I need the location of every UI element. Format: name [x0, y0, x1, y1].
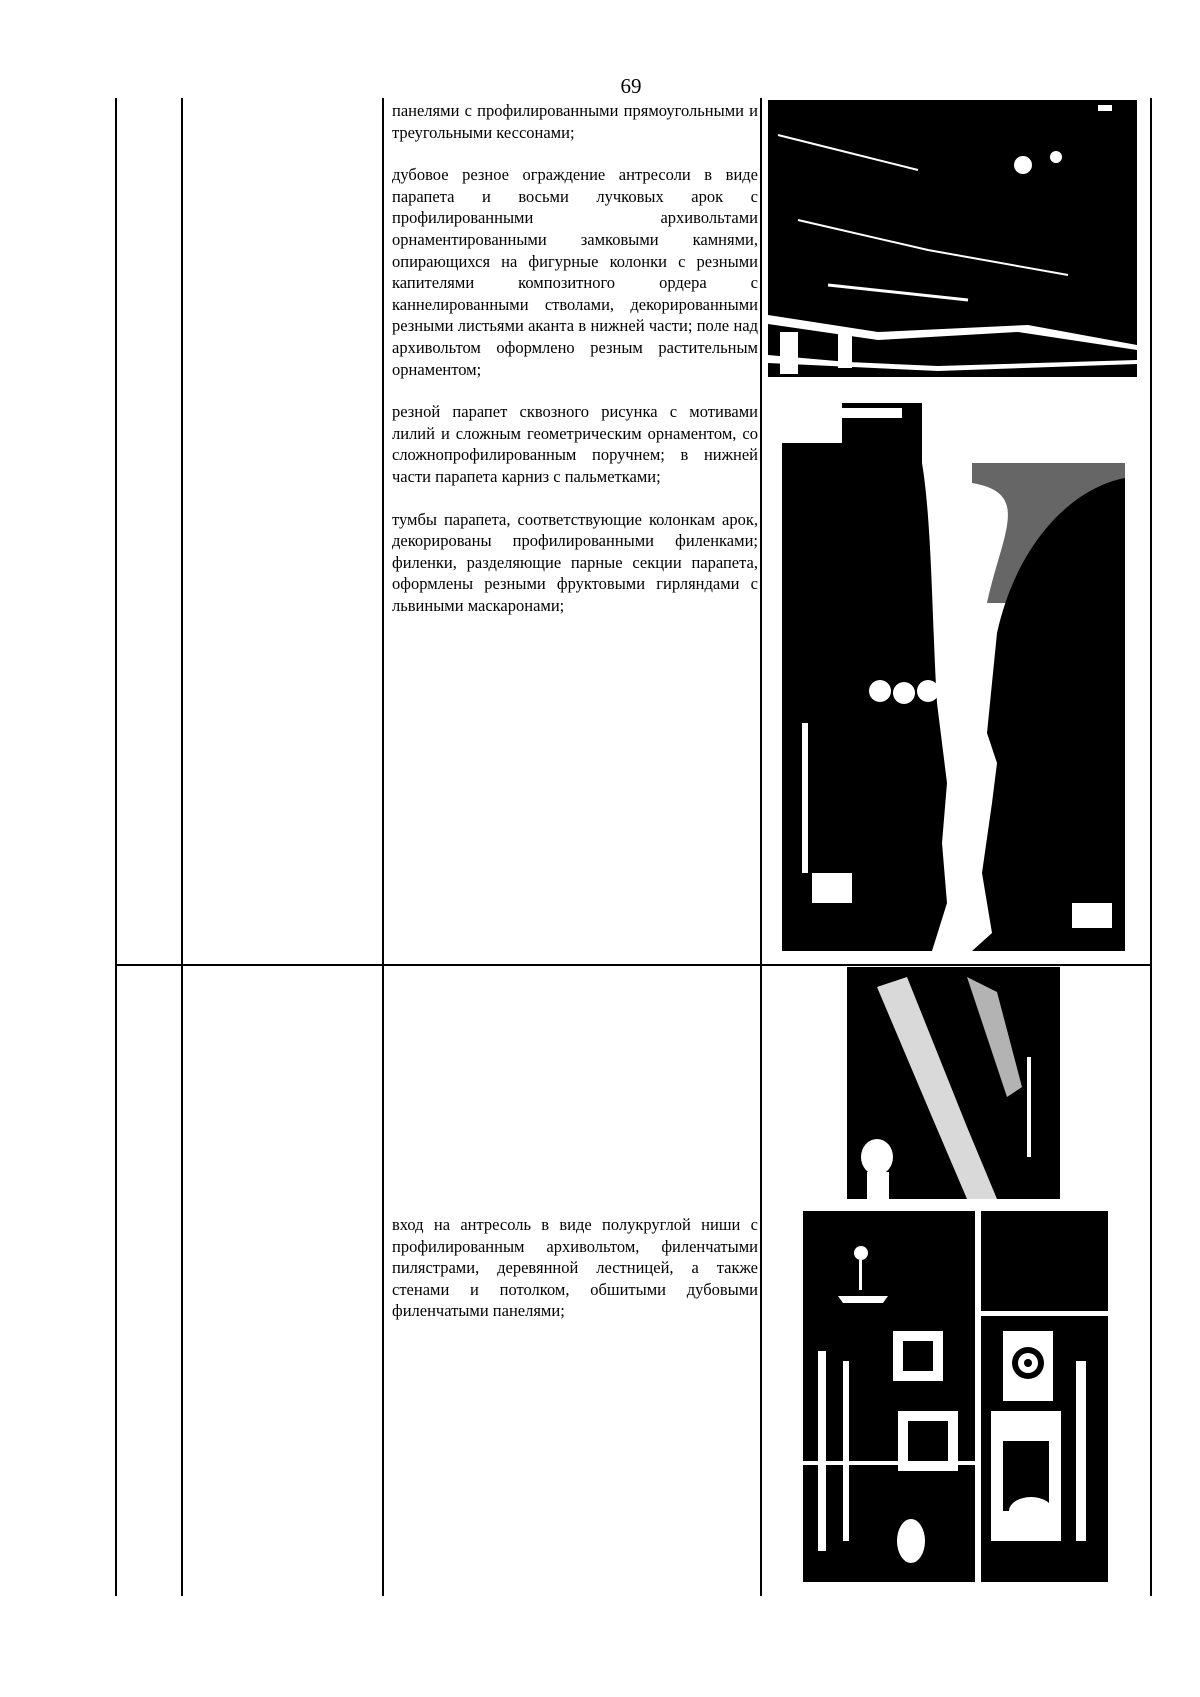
description-paragraph: панелями с профилированными прямоугольными и треугольными кессонами;	[392, 101, 758, 142]
description-paragraph: тумбы парапета, соответствующие колонкам арок, декорированы профилированными филенками; филенки, разделяющие парные секции парапета, оформлены резными фруктовыми гирляндами с львиными маскаронами;	[392, 509, 758, 615]
arch-column-photo	[782, 403, 1125, 951]
description-paragraph: резной парапет сквозного рисунка с мотивами лилий и сложным геометрическим орнаментом, со сложнопрофилированным поручнем; в нижней части парапета карниз с пальметками;	[392, 402, 758, 486]
table-border-col3	[382, 98, 384, 1596]
page-number: 69	[620, 74, 642, 98]
table-row	[392, 1214, 758, 1343]
table-border-left	[115, 98, 117, 1596]
description-paragraph: вход на антресоль в виде полукруглой ниши с профилированным архивольтом, филенчатыми пилястрами, деревянной лестницей, а также стенами и потолком, обшитыми дубовыми филенчатыми панелями;	[392, 1215, 758, 1321]
staircase-photo	[847, 967, 1060, 1199]
entrance-left-photo	[803, 1211, 975, 1582]
entrance-right-photo	[981, 1211, 1108, 1582]
table-row-divider	[115, 964, 1152, 966]
description-paragraph: дубовое резное ограждение антресоли в виде парапета и восьми лучковых арок с профилированными архивольтами орнаментированными замковыми камнями, опирающихся на фигурные колонки с резными капителями композитного ордера с каннелированными стволами, декорированными резными листьями аканта в нижней части; поле над архивольтом оформлено резным растительным орнаментом;	[392, 165, 758, 379]
table-border-col2	[181, 98, 183, 1596]
table-row	[392, 100, 758, 637]
table-border-col4	[760, 98, 762, 1596]
ceiling-photo	[768, 100, 1137, 377]
table-border-right	[1150, 98, 1152, 1596]
